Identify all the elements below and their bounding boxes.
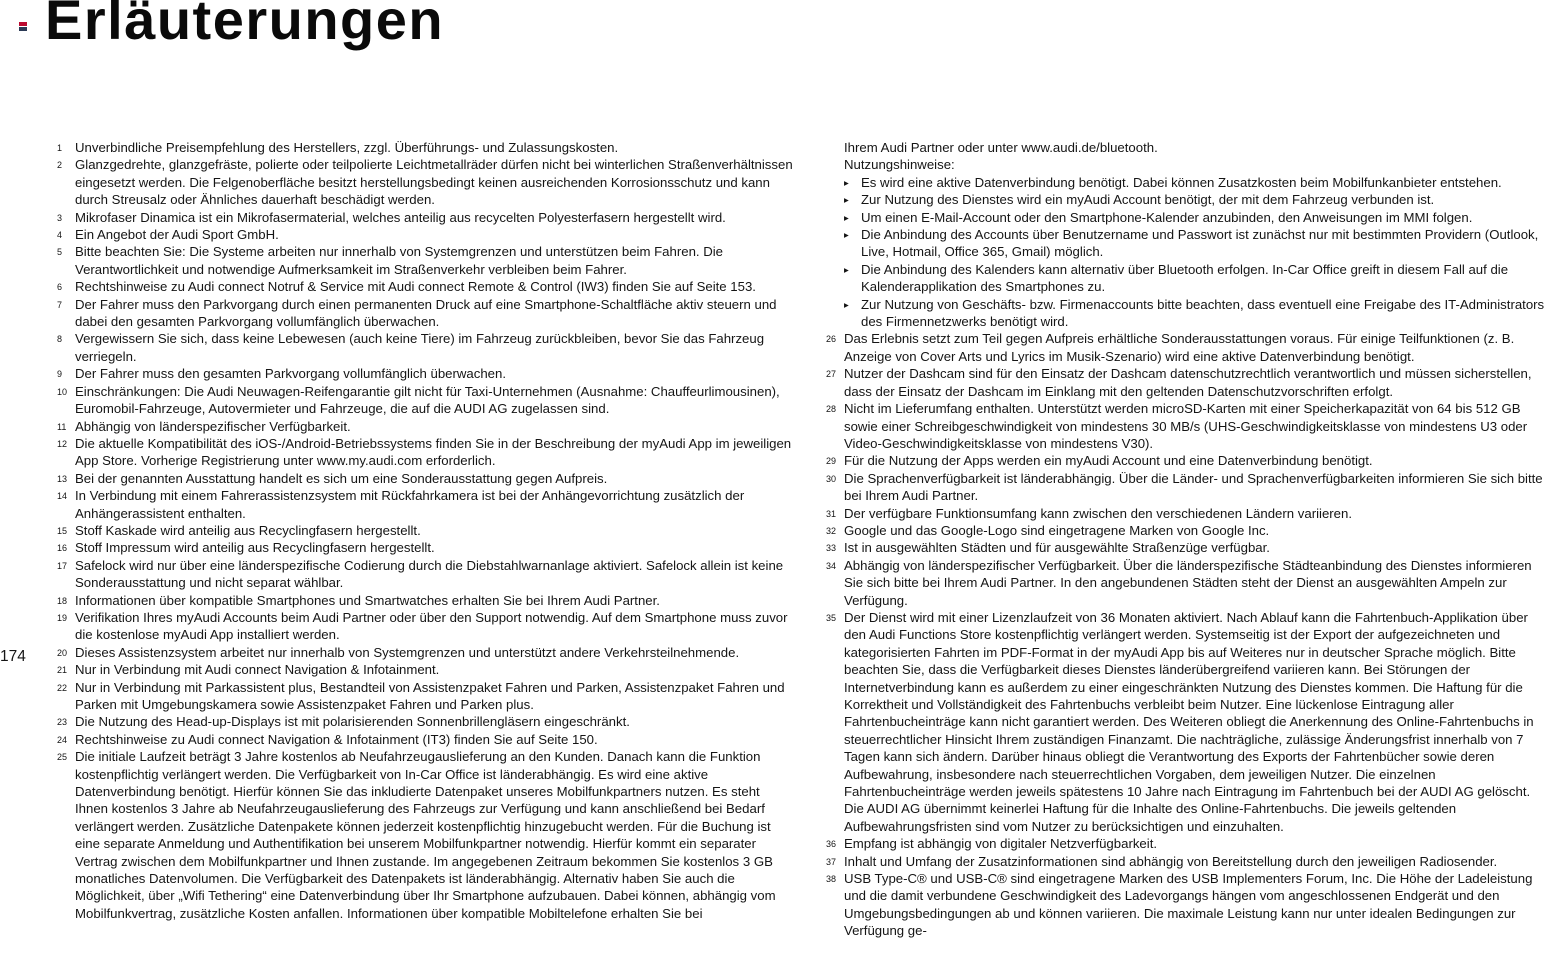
footnote-item (826, 400, 1547, 452)
footnote-text: Die Sprachenverfügbarkeit ist länderabhängig. Über die Länder- und Sprachenverfügbarkeiten informieren Sie sich bitte bei Ihrem Audi Partner. (844, 470, 1543, 504)
footnote-text: Rechtshinweise zu Audi connect Notruf & Service mit Audi connect Remote & Control (IW3) finden Sie auf Seite 153. (75, 279, 756, 295)
footnote-text: Mikrofaser Dinamica ist ein Mikrofasermaterial, welches anteilig aus recycelten Polyesterfasern hergestellt wird. (75, 209, 726, 225)
footnote-item (826, 522, 1547, 539)
footnote-item (57, 609, 794, 644)
footnote-item (826, 609, 1547, 835)
footnote-number: 20 (57, 647, 68, 658)
bullet-arrow-icon: ▸ (844, 195, 849, 207)
footnote-number: 7 (57, 299, 63, 310)
footnote-number: 13 (57, 473, 68, 484)
footnote-text: Empfang ist abhängig von digitaler Netzverfügbarkeit. (844, 836, 1158, 852)
footnote-item (57, 748, 794, 922)
footnote-text: Dieses Assistenzsystem arbeitet nur innerhalb von Systemgrenzen und unterstützt andere Verkehrsteilnehmende. (75, 644, 740, 660)
footnote-number: 35 (826, 612, 837, 623)
footnote-item (826, 330, 1547, 365)
footnote-number: 33 (826, 543, 837, 554)
footnote-text: Nicht im Lieferumfang enthalten. Unterstützt werden microSD-Karten mit einer Speicherkapazität von 64 bis 512 GB sowie einer Schreibgeschwindigkeit von mindestens 30 MB/s (UHS-Geschwindigkeitsklasse von mindestens U3 oder Video-Geschwindigkeitsklasse von mindestens V30). (844, 401, 1528, 451)
footnote-item (57, 644, 794, 661)
footnote-number: 1 (57, 143, 63, 153)
footnote-text: Nur in Verbindung mit Audi connect Navigation & Infotainment. (75, 662, 440, 678)
footnote-item (57, 330, 794, 365)
footnote-item (57, 383, 794, 418)
footnote-number: 32 (826, 525, 837, 536)
page-number: 174 (0, 648, 26, 665)
footnote-text: Der Fahrer muss den Parkvorgang durch einen permanenten Druck auf eine Smartphone-Schaltfläche aktiv steuern und dabei den gesamten Parkvorgang vollumfänglich überwachen. (75, 296, 777, 330)
flag-bottom (19, 27, 27, 31)
footnote-number: 26 (826, 334, 837, 345)
bullet-item (826, 191, 1547, 208)
footnote-text: Bei der genannten Ausstattung handelt es sich um eine Sonderausstattung gegen Aufpreis. (75, 470, 608, 486)
footnote-number: 38 (826, 874, 837, 885)
footnote-text: Safelock wird nur über eine länderspezifische Codierung durch die Diebstahlwarnanlage aktiviert. Safelock allein ist keine Sonderausstattung und nicht separat wählbar. (75, 557, 784, 591)
footnote-number: 15 (57, 525, 68, 536)
footnote-number: 28 (826, 404, 837, 415)
footnote-number: 31 (826, 508, 837, 519)
footnotes-column-left (57, 139, 794, 922)
footnote-text: Für die Nutzung der Apps werden ein myAudi Account und eine Datenverbindung benötigt. (844, 453, 1373, 469)
footnote-text: Das Erlebnis setzt zum Teil gegen Aufpreis erhältliche Sonderausstattungen voraus. Für einige Teilfunktionen (z. B. Anzeige von Cover Arts und Lyrics im Musik-Szenario) wird eine aktive Datenverbindung benötigt. (844, 331, 1515, 364)
footnote-text: Der verfügbare Funktionsumfang kann zwischen den verschiedenen Ländern variieren. (844, 505, 1353, 521)
item-text: Ihrem Audi Partner oder unter www.audi.de/bluetooth. (844, 140, 1158, 155)
footnote-item (57, 592, 794, 609)
footnote-item (826, 835, 1547, 852)
footnote-item (826, 557, 1547, 609)
footnote-number: 25 (57, 752, 68, 763)
footnote-item (57, 679, 794, 714)
footnote-text: Rechtshinweise zu Audi connect Navigation & Infotainment (IT3) finden Sie auf Seite 150. (75, 731, 598, 747)
footnote-item (57, 243, 794, 278)
footnote-number: 36 (826, 839, 837, 850)
footnote-text: Die Nutzung des Head-up-Displays ist mit polarisierenden Sonnenbrillengläsern eingeschränkt. (75, 714, 630, 730)
bullet-item (826, 174, 1547, 191)
item-text: Die Anbindung des Accounts über Benutzername und Passwort ist zunächst nur mit bestimmten Providern (Outlook, Live, Hotmail, Office 365, Gmail) möglich. (861, 227, 1539, 260)
footnote-text: Google und das Google-Logo sind eingetragene Marken von Google Inc. (844, 522, 1270, 538)
footnote-text: Die aktuelle Kompatibilität des iOS-/Android-Betriebssystems finden Sie in der Beschreibung der myAudi App im jeweiligen App Store. Vorherige Registrierung unter www.my.audi.com erforderlich. (75, 435, 792, 469)
footnote-item (826, 365, 1547, 400)
footnote-item (57, 557, 794, 592)
footnote-number: 10 (57, 386, 68, 397)
footnote-text: Der Fahrer muss den gesamten Parkvorgang vollumfänglich überwachen. (75, 366, 507, 382)
footnote-item (826, 539, 1547, 556)
item-text: Die Anbindung des Kalenders kann alternativ über Bluetooth erfolgen. In-Car Office greift in diesem Fall auf die Kalenderapplikation des Smartphones zu. (861, 261, 1509, 295)
footnote-item (57, 139, 794, 156)
bullet-arrow-icon: ▸ (844, 264, 849, 276)
footnote-text: Nutzer der Dashcam sind für den Einsatz der Dashcam datenschutzrechtlich verantwortlich und müssen sicherstellen, dass der Einsatz der Dashcam im Einklang mit den geltenden Datenschutzvorschriften erfolgt. (844, 366, 1532, 399)
footnote-text: Abhängig von länderspezifischer Verfügbarkeit. Über die länderspezifische Städteanbindung des Dienstes informieren Sie sich bitte bei Ihrem Audi Partner. In den angebundenen Städten steht der Dienst an ausgewählten Ampeln zur Verfügung. (844, 557, 1532, 608)
footnote-item (826, 470, 1547, 505)
footnote-item (57, 487, 794, 522)
continuation-text (826, 139, 1547, 156)
bullet-item (826, 296, 1547, 331)
footnote-item (57, 296, 794, 331)
footnotes-column-right (826, 139, 1547, 940)
flag-top (19, 22, 27, 26)
continuation-text (826, 156, 1547, 173)
footnote-text: Vergewissern Sie sich, dass keine Lebewesen (auch keine Tiere) im Fahrzeug zurückbleiben, bevor Sie das Fahrzeug verriegeln. (75, 331, 765, 364)
footnote-item (57, 278, 794, 295)
footnote-number: 14 (57, 491, 68, 502)
footnote-number: 34 (826, 560, 837, 571)
footnote-text: USB Type-C® und USB-C® sind eingetragene Marken des USB Implementers Forum, Inc. Die Höhe der Ladeleistung und die damit verbundene Geschwindigkeit des Ladevorgangs hängen vom angeschlossenen Endgerät und den Umgebungsbedingungen ab und können variieren. Die maximale Leistung kann nur unter idealen Bedingungen zur Verfügung ge- (844, 871, 1533, 939)
footnote-item (826, 505, 1547, 522)
footnote-item (826, 452, 1547, 469)
footnote-item (57, 226, 794, 243)
page-title: Erläuterungen (45, 0, 445, 51)
page-corner-flag-icon (19, 22, 27, 32)
footnote-number: 30 (826, 473, 837, 484)
footnote-text: Stoff Kaskade wird anteilig aus Recyclingfasern hergestellt. (75, 522, 421, 538)
item-text: Zur Nutzung von Geschäfts- bzw. Firmenaccounts bitte beachten, dass eventuell eine Freigabe des IT-Administrators des Firmennetzwerks benötigt wird. (861, 296, 1545, 330)
footnote-text: Ist in ausgewählten Städten und für ausgewählte Straßenzüge verfügbar. (844, 540, 1270, 556)
item-text: Zur Nutzung des Dienstes wird ein myAudi Account benötigt, der mit dem Fahrzeug verbunden ist. (861, 192, 1435, 208)
footnote-item (57, 713, 794, 730)
footnote-text: Bitte beachten Sie: Die Systeme arbeiten nur innerhalb von Systemgrenzen und unterstützen beim Fahren. Die Verantwortlichkeit und notwendige Aufmerksamkeit im Straßenverkehr verbleiben beim Fahrer. (75, 244, 724, 277)
footnote-text: Verifikation Ihres myAudi Accounts beim Audi Partner oder über den Support notwendig. Auf dem Smartphone muss zuvor die kostenlose myAudi App installiert werden. (75, 609, 788, 643)
footnote-text: Abhängig von länderspezifischer Verfügbarkeit. (75, 418, 351, 434)
footnote-item (57, 470, 794, 487)
item-text: Um einen E-Mail-Account oder den Smartphone-Kalender anzubinden, den Anweisungen im MMI folgen. (861, 209, 1473, 225)
footnote-text: Einschränkungen: Die Audi Neuwagen-Reifengarantie gilt nicht für Taxi-Unternehmen (Ausnahme: Chauffeurlimousinen), Euromobil-Fahrzeuge, Autovermieter und Fahrzeuge, die auf die AUDI AG zugelassen sind. (75, 383, 780, 417)
bullet-arrow-icon: ▸ (844, 212, 849, 224)
footnote-number: 21 (57, 665, 68, 676)
footnote-text: Nur in Verbindung mit Parkassistent plus, Bestandteil von Assistenzpaket Fahren und Parken, Assistenzpaket Fahren und Parken mit Umgebungskamera sowie Assistenzpaket Fahren und Parken plus. (75, 679, 785, 712)
footnote-item (57, 156, 794, 208)
item-text: Nutzungshinweise: (844, 157, 955, 173)
footnote-number: 6 (57, 282, 63, 293)
footnote-text: Ein Angebot der Audi Sport GmbH. (75, 227, 279, 243)
footnote-text: Die initiale Laufzeit beträgt 3 Jahre kostenlos ab Neufahrzeugauslieferung an den Kunden. Danach kann die Funktion kostenpflichtig verlängert werden. Die Verfügbarkeit von In-Car Office ist länderabhängig. Es wird eine aktive Datenverbindung benötigt. Hierfür können Sie das inkludierte Datenpaket unseres Mobilfunkpartners nutzen. Es steht Ihnen kostenlos 3 Jahre ab Neufahrzeugauslieferung des Fahrzeugs zur Verfügung und kann anschließend bei Bedarf verlängert werden. Zusätzliche Datenpakete können jederzeit kostenpflichtig hinzugebucht werden. Für die Buchung ist eine separate Anmeldung und Authentifikation bei unserem Mobilfunkpartner notwendig. Hierfür kommt ein separater Vertrag zwischen dem Mobilfunkpartner und Ihnen zustande. Im angegebenen Zeitraum bekommen Sie kostenlos 3 GB monatliches Datenvolumen. Die Verfügbarkeit des Datenpakets ist länderabhängig. Alternativ haben Sie auch die Möglichkeit, über „Wifi Tethering“ eine Datenverbindung über Ihr Smartphone aufzubauen. Dabei können, abhängig vom Mobilfunkvertrag, zusätzliche Kosten anfallen. Informationen über kompatible Mobiltelefone erhalten Sie bei (75, 749, 776, 921)
footnote-number: 24 (57, 734, 68, 745)
footnote-text: Informationen über kompatible Smartphones und Smartwatches erhalten Sie bei Ihrem Audi Partner. (75, 592, 660, 608)
footnote-text: Stoff Impressum wird anteilig aus Recyclingfasern hergestellt. (75, 540, 435, 556)
footnote-item (57, 365, 794, 382)
footnote-text: Glanzgedrehte, glanzgefräste, polierte oder teilpolierte Leichtmetallräder dürfen nicht bei winterlichen Straßenverhältnissen eingesetzt werden. Die Felgenoberfläche besitzt herstellungsbedingt keinen ausreichenden Korrosionsschutz und kann durch Streusalz oder Ähnliches dauerhaft beschädigt werden. (75, 157, 793, 208)
footnote-number: 22 (57, 682, 68, 693)
footnote-number: 37 (826, 856, 837, 867)
footnote-number: 12 (57, 438, 68, 449)
footnote-number: 11 (57, 421, 67, 432)
footnote-number: 23 (57, 717, 68, 728)
footnote-text: Der Dienst wird mit einer Lizenzlaufzeit von 36 Monaten aktiviert. Nach Ablauf kann die Fahrtenbuch-Applikation über den Audi Functions Store kostenpflichtig verlängert werden. Systemseitig ist der Export der aufgezeichneten und kategorisierten Fahrten im PDF-Format in der myAudi App bis auf Weiteres nur in deutscher Sprache möglich. Bitte beachten Sie, dass die Verfügbarkeit dieses Dienstes länderübergreifend variieren kann. Bei Störungen der Internetverbindung kann es außerdem zu einer eingeschränkten Nutzung des Dienstes kommen. Die Haftung für die Korrektheit und Vollständigkeit des Fahrtenbuchs verbleibt beim Nutzer. Eine lückenlose Eintragung aller Fahrtenbucheinträge kann nicht garantiert werden. Des Weiteren obliegt die Anerkennung des Online-Fahrtenbuchs in steuerrechtlicher Hinsicht Ihrem zuständigen Finanzamt. Die nachträgliche, zulässige Änderungsfrist innerhalb von 7 Tagen kann sich ändern. Darüber hinaus obliegt die Verantwortung des Exports der Fahrtenbücher sowie deren Aufbewahrung, insbesondere nach steuerrechtlichen Vorgaben, dem jeweiligen Nutzer. Die einzelnen Fahrtenbucheinträge werden jeweils spätestens 10 Jahre nach Eintragung im Fahrtenbuch bei der AUDI AG gelöscht. Die AUDI AG übernimmt keinerlei Haftung für die Inhalte des Online-Fahrtenbuchs. Die jeweils geltenden Aufbewahrungsfristen sind vom Nutzer zu berücksichtigen und einzuhalten. (844, 609, 1534, 834)
item-text: Es wird eine aktive Datenverbindung benötigt. Dabei können Zusatzkosten beim Mobilfunkanbieter entstehen. (861, 174, 1502, 190)
footnote-number: 4 (57, 230, 63, 241)
footnote-number: 18 (57, 595, 68, 606)
footnote-number: 2 (57, 160, 63, 171)
footnote-text: Inhalt und Umfang der Zusatzinformationen sind abhängig von Bereitstellung durch den jeweiligen Radiosender. (844, 853, 1498, 869)
bullet-item (826, 209, 1547, 226)
footnote-item (826, 853, 1547, 870)
footnote-number: 27 (826, 369, 837, 380)
footnote-number: 8 (57, 334, 63, 345)
footnote-number: 3 (57, 212, 63, 223)
footnote-number: 29 (826, 456, 837, 467)
footnote-text: In Verbindung mit einem Fahrerassistenzsystem mit Rückfahrkamera ist bei der Anhängevorrichtung zusätzlich der Anhängerassistent enthalten. (75, 488, 745, 521)
footnote-number: 19 (57, 612, 68, 623)
footnote-item (57, 418, 794, 435)
footnote-item (57, 522, 794, 539)
footnote-number: 17 (57, 560, 68, 571)
footnote-number: 5 (57, 247, 63, 258)
bullet-item (826, 261, 1547, 296)
bullet-arrow-icon: ▸ (844, 299, 849, 311)
footnote-number: 9 (57, 369, 63, 380)
footnote-item (57, 435, 794, 470)
bullet-arrow-icon: ▸ (844, 230, 849, 242)
footnote-item (57, 661, 794, 678)
footnote-item (57, 539, 794, 556)
footnote-number: 16 (57, 543, 68, 554)
footnote-item (57, 209, 794, 226)
footnote-item (57, 731, 794, 748)
bullet-item (826, 226, 1547, 261)
footnote-text: Unverbindliche Preisempfehlung des Herstellers, zzgl. Überführungs- und Zulassungskosten. (75, 140, 619, 155)
footnote-item (826, 870, 1547, 940)
bullet-arrow-icon: ▸ (844, 177, 849, 189)
